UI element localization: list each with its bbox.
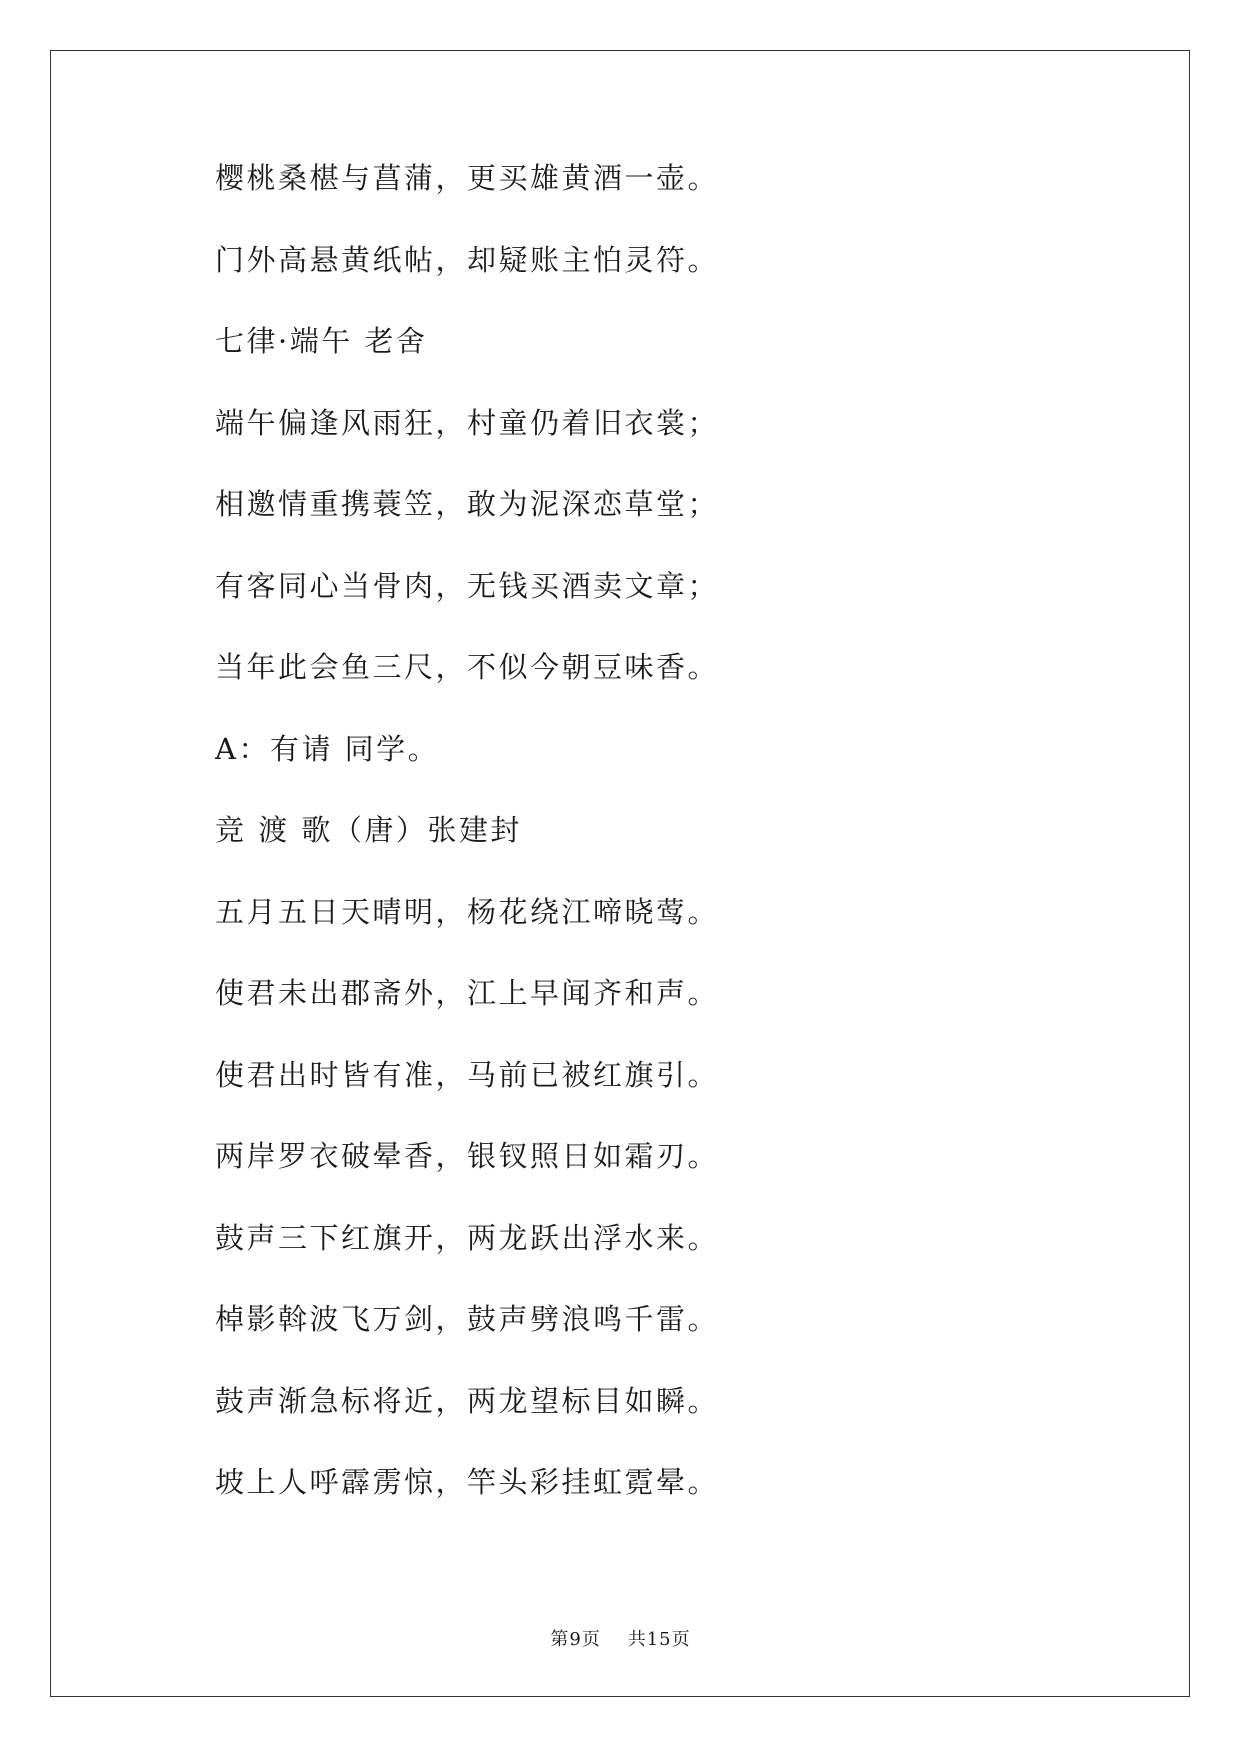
text-line: 门外高悬黄纸帖，却疑账主怕灵符。 [215, 242, 720, 277]
page-number: 第9页 [550, 1629, 601, 1650]
document-body [215, 161, 1115, 1550]
speaker-line: A：有请 同学。 [215, 731, 440, 766]
text-line: 鼓声渐急标将近，两龙望标目如瞬。 [215, 1383, 720, 1418]
text-line: 五月五日天晴明，杨花绕江啼晓莺。 [215, 894, 720, 929]
text-line: 两岸罗衣破晕香，银钗照日如霜刃。 [215, 1139, 720, 1173]
text-line: 有客同心当骨肉，无钱买酒卖文章； [215, 568, 720, 603]
text-line: 相邀情重携蓑笠，敢为泥深恋草堂； [215, 487, 720, 521]
text-line: 使君未出郡斋外，江上早闻齐和声。 [215, 976, 720, 1010]
text-line: 樱桃桑椹与菖蒲，更买雄黄酒一壶。 [215, 161, 720, 195]
page-footer [0, 1625, 1241, 1651]
poem-title: 竞 渡 歌（唐）张建封 [215, 813, 522, 847]
text-line: 当年此会鱼三尺，不似今朝豆味香。 [215, 650, 720, 684]
text-line: 棹影斡波飞万剑，鼓声劈浪鸣千雷。 [215, 1302, 720, 1336]
text-line: 坡上人呼霹雳惊，竿头彩挂虹霓晕。 [215, 1465, 720, 1499]
page-total: 共15页 [627, 1629, 691, 1650]
poem-title: 七律·端午 老舍 [215, 324, 428, 358]
text-line: 鼓声三下红旗开，两龙跃出浮水来。 [215, 1220, 720, 1255]
text-line: 使君出时皆有准，马前已被红旗引。 [215, 1057, 720, 1092]
text-line: 端午偏逢风雨狂，村童仍着旧衣裳； [215, 405, 720, 440]
